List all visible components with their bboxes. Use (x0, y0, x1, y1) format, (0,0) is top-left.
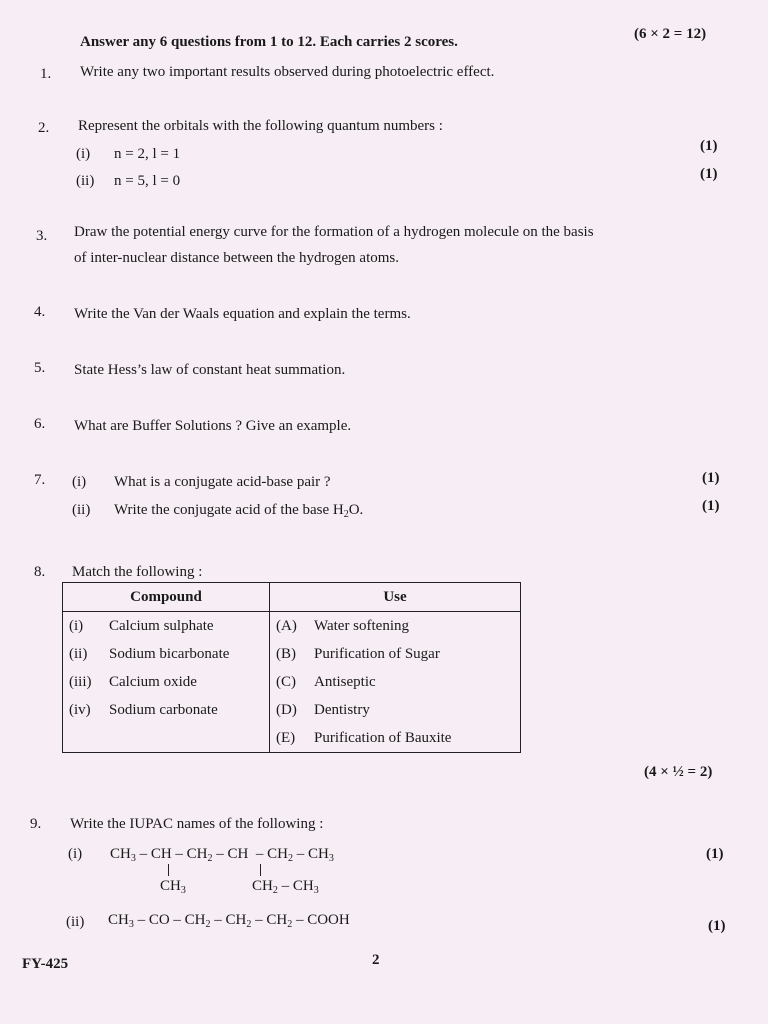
section-scores: (4 × ½ = 2) (644, 764, 713, 780)
table-header-row (63, 583, 521, 612)
question-7-part-ii: Write the conjugate acid of the base $H_2O$. (114, 502, 364, 520)
question-7-part-ii-label: (ii) (72, 502, 91, 518)
mark: (1) (706, 846, 724, 862)
question-3-line2: of inter-nuclear distance between the hydrogen atoms. (74, 250, 399, 266)
use-cell: Dentistry (314, 701, 370, 718)
question-2-part-ii-label: (ii) (76, 173, 95, 189)
question-7-part-i: What is a conjugate acid-base pair ? (114, 474, 331, 490)
question-2-part-ii: n = 5, l = 0 (114, 173, 181, 189)
question-7-part-i-label: (i) (72, 474, 87, 490)
structural-formula-main-chain: $CH_3$ – CH – $CH_2$ – CH – $CH_2 - CH_3$ (110, 846, 334, 864)
question-9-part-ii-label: (ii) (66, 914, 85, 930)
compound-cell: Sodium carbonate (109, 701, 218, 718)
question-number: 5. (34, 360, 46, 376)
row-label: (iii) (69, 673, 92, 690)
question-number: 1. (40, 66, 52, 82)
question-1-text: Write any two important results observed during photoelectric effect. (80, 64, 495, 80)
table-row (63, 640, 521, 668)
question-number: 4. (34, 304, 46, 320)
branch-methyl: $CH_3$ (160, 878, 186, 896)
use-cell: Water softening (314, 617, 410, 634)
bond-line (260, 864, 261, 876)
question-2-part-i: n = 2, l = 1 (114, 146, 181, 162)
use-key: (B) (276, 645, 296, 662)
compound-cell: Calcium oxide (109, 673, 197, 690)
use-cell: Antiseptic (314, 673, 376, 690)
column-header-compound: Compound (63, 583, 270, 612)
use-key: (A) (276, 617, 297, 634)
row-label: (iv) (69, 701, 91, 718)
row-label: (ii) (69, 645, 88, 662)
question-number: 7. (34, 472, 46, 488)
mark: (1) (702, 470, 720, 486)
question-number: 9. (30, 816, 42, 832)
mark: (1) (702, 498, 720, 514)
question-4-text: Write the Van der Waals equation and explain the terms. (74, 306, 411, 322)
question-3-line1: Draw the potential energy curve for the formation of a hydrogen molecule on the basis (74, 224, 594, 240)
table-row (63, 612, 521, 641)
page-number: 2 (372, 952, 380, 968)
compound-cell: Calcium sulphate (109, 617, 214, 634)
question-2-text: Represent the orbitals with the following quantum numbers : (78, 118, 443, 134)
mark: (1) (700, 138, 718, 154)
question-number: 8. (34, 564, 46, 580)
question-number: 3. (36, 228, 48, 244)
use-key: (E) (276, 729, 296, 746)
use-cell: Purification of Sugar (314, 645, 440, 662)
row-label: (i) (69, 617, 84, 634)
question-9-part-i-label: (i) (68, 846, 83, 862)
question-6-text: What are Buffer Solutions ? Give an example. (74, 418, 352, 434)
use-key: (C) (276, 673, 296, 690)
question-9-text: Write the IUPAC names of the following : (70, 816, 324, 832)
match-table (62, 582, 521, 753)
question-2-part-i-label: (i) (76, 146, 91, 162)
question-5-text: State Hess’s law of constant heat summation. (74, 362, 346, 378)
section-scores: (6 × 2 = 12) (634, 26, 707, 42)
paper-code: FY-425 (22, 956, 69, 972)
question-8-text: Match the following : (72, 564, 203, 580)
table-row (63, 668, 521, 696)
table-row (63, 724, 521, 753)
question-number: 6. (34, 416, 46, 432)
table-row (63, 696, 521, 724)
column-header-use: Use (270, 583, 521, 612)
structural-formula-acid: $CH_3$ – CO – $CH_2 - CH_2 - CH_2$ – COOH (108, 912, 350, 930)
mark: (1) (700, 166, 718, 182)
use-key: (D) (276, 701, 297, 718)
branch-ethyl: $CH_2 - CH_3$ (252, 878, 319, 896)
compound-cell: Sodium bicarbonate (109, 645, 230, 662)
use-cell: Purification of Bauxite (314, 729, 452, 746)
bond-line (168, 864, 169, 876)
section-instruction: Answer any 6 questions from 1 to 12. Each carries 2 scores. (80, 34, 458, 50)
question-number: 2. (38, 120, 50, 136)
mark: (1) (708, 918, 726, 934)
